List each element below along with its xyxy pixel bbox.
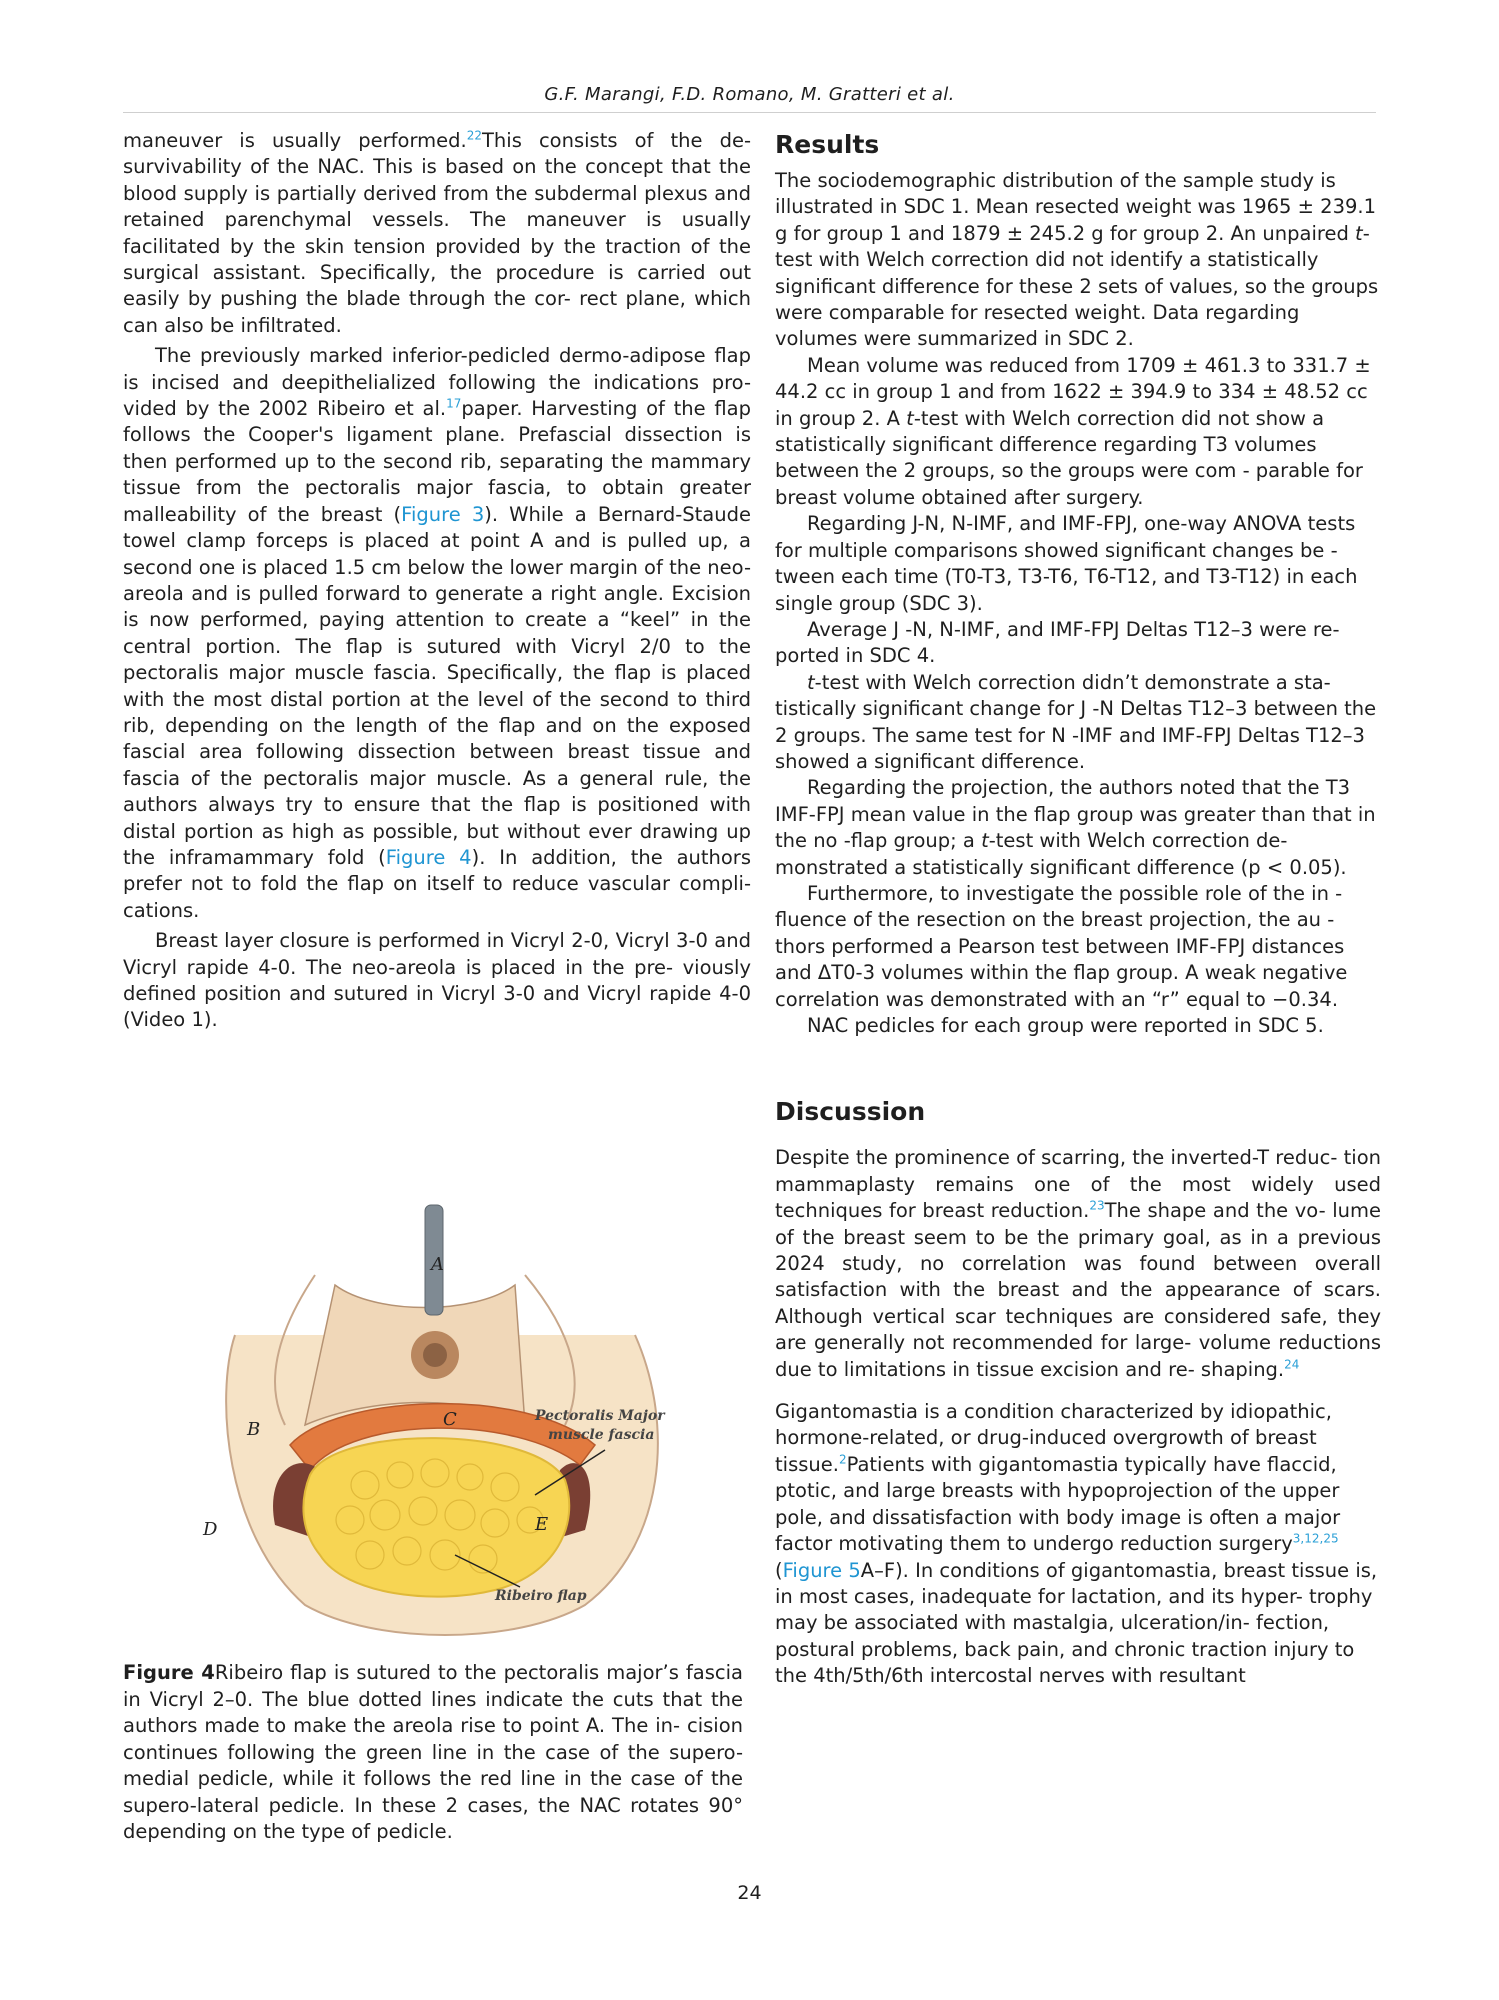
discussion-paragraph-1: Despite the prominence of scarring, the inverted-T reduc- tion mammaplasty remains one of the most widely used techniques for breast reduction.$^{23}$The shape and the vo- lume of the breast seem to be the primary goal, as in a previous 2024 study, no correlation was found between overall satisfaction with the breast and the appearance of scars. Although vertical scar techniques are considered safe, they are generally not recommended for large- volume reductions due to limitations in tissue excision and re- shaping.$^{24}$ bbox=[775, 1146, 1381, 1381]
right-column bbox=[775, 128, 1381, 1690]
figure-3-link[interactable]: Figure 3 bbox=[401, 502, 485, 526]
results-paragraph-8: NAC pedicles for each group were reported in SDC 5. bbox=[807, 1014, 1324, 1037]
citation-ref[interactable]: 23 bbox=[1089, 1198, 1105, 1213]
header-authors: G.F. Marangi, F.D. Romano, M. Gratteri et al. bbox=[544, 84, 955, 105]
figure-4-caption bbox=[123, 1660, 743, 1846]
results-paragraph-3: Regarding J-N, N-IMF, and IMF-FPJ, one-way ANOVA tests for multiple comparisons showed significant changes be - tween each time (T0-T3, T3-T6, T6-T12, and T3-T12) in each single group (SDC 3). bbox=[775, 512, 1358, 615]
discussion-heading: Discussion bbox=[775, 1097, 926, 1127]
results-paragraph-7: Furthermore, to investigate the possible role of the in - fluence of the resection on the breast projection, the au - thors performed a Pearson test between IMF-FPJ distances and ΔT0-3 volumes within the flap group. A weak negative correlation was demonstrated with an “r” equal to −0.34. bbox=[775, 881, 1348, 1011]
caption-text: Ribeiro flap is sutured to the pectoralis major’s fascia in Vicryl 2–0. The blue dotted lines indicate the cuts that the authors made to make the areola rise to point A. The in- cision continues following the green line in the case of the supero- medial pedicle, while it follows the red line in the case of the supero-lateral pedicle. In these 2 cases, the NAC rotates 90° depending on the type of pedicle. bbox=[123, 1661, 743, 1843]
ribeiro-flap-illustration bbox=[195, 1254, 695, 1635]
results-paragraph-6: Regarding the projection, the authors noted that the T3 IMF-FPJ mean value in the flap group was greater than that in the no -flap group; a t-test with Welch correction de- monstrated a statistically significant difference (p < 0.05). bbox=[775, 776, 1376, 879]
citation-ref[interactable]: 3,12,25 bbox=[1292, 1531, 1339, 1546]
results-paragraph-5: t-test with Welch correction didn’t demonstrate a sta- tistically significant change for J -N Deltas T12–3 between the 2 groups. The same test for N -IMF and IMF-FPJ Deltas T12–3 showed a significant difference. bbox=[775, 670, 1377, 773]
label-muscle-1: Pectoralis Major bbox=[535, 1408, 665, 1424]
left-paragraph-3: Breast layer closure is performed in Vicryl 2-0, Vicryl 3-0 and Vicryl rapide 4-0. The neo-areola is placed in the pre- viously defined position and sutured in Vicryl 3-0 and Vicryl rapide 4-0 (Video 1). bbox=[123, 929, 751, 1032]
left-column bbox=[123, 128, 751, 1034]
label-d: D bbox=[203, 1519, 218, 1540]
citation-ref[interactable]: 2 bbox=[838, 1452, 847, 1467]
page-number: 24 bbox=[737, 1882, 762, 1904]
results-paragraph-4: Average J -N, N-IMF, and IMF-FPJ Deltas T12–3 were re- ported in SDC 4. bbox=[775, 617, 1340, 668]
discussion-paragraph-2: Gigantomastia is a condition characterized by idiopathic, hormone-related, or drug-induced overgrowth of breast tissue.$^2$Patients with gigantomastia typically have flaccid, ptotic, and large breasts with hypoprojection of the upper pole, and dissatisfaction with body image is often a major factor motivating them to undergo reduction surgery$^{3,12,25}$ (Figure 5A–F). In conditions of gigantomastia, breast tissue is, in most cases, inadequate for lactation, and its hyper- trophy may be associated with mastalgia, ulceration/in- fection, postural problems, back pain, and chronic traction injury to the 4th/5th/6th intercostal nerves with resultant bbox=[775, 1400, 1378, 1688]
figure-4-link[interactable]: Figure 4 bbox=[385, 845, 472, 869]
left-paragraph-2: The previously marked inferior-pedicled dermo-adipose flap is incised and deepithelialized following the indications pro- vided by the 2002 Ribeiro et al.$^{17}$paper. Harvesting of the flap follows the Cooper's ligament plane. Prefascial dissection is then performed up to the second rib, separating the mammary tissue from the pectoralis major fascia, to obtain greater malleability of the breast (Figure 3). While a Bernard-Staude towel clamp forceps is placed at point A and is pulled up, a second one is placed 1.5 cm below the lower margin of the neo- areola and is pulled forward to generate a right angle. Excision is now performed, paying attention to create a “keel” in the central portion. The flap is sutured with Vicryl 2/0 to the pectoralis major muscle fascia. Specifically, the flap is placed with the most distal portion at the level of the second to third rib, depending on the length of the flap and on the exposed fascial area following dissection between breast tissue and fascia of the pectoralis major muscle. As a general rule, the authors always try to ensure that the flap is positioned with distal portion as high as possible, but without ever drawing up the inframammary fold (Figure 4). In addition, the authors prefer not to fold the flap on itself to reduce vascular compli- cations. bbox=[123, 344, 751, 922]
label-flap: Ribeiro flap bbox=[495, 1588, 587, 1604]
label-e: E bbox=[535, 1514, 549, 1535]
results-paragraph-1: The sociodemographic distribution of the sample study is illustrated in SDC 1. Mean resected weight was 1965 ± 239.1 g for group 1 and 1879 ± 245.2 g for group 2. An unpaired t-test with Welch correction did not identify a statistically significant difference for these 2 sets of values, so the groups were comparable for resected weight. Data regarding volumes were summarized in SDC 2. bbox=[775, 169, 1379, 351]
left-paragraph-1: maneuver is usually performed.$^{22}$This consists of the de- survivability of the NAC. This is based on the concept that the blood supply is partially derived from the subdermal plexus and retained parenchymal vessels. The maneuver is usually facilitated by the skin tension provided by the traction of the surgical assistant. Specifically, the procedure is carried out easily by pushing the blade through the cor- rect plane, which can also be infiltrated. bbox=[123, 128, 751, 337]
label-muscle-2: muscle fascia bbox=[548, 1427, 655, 1443]
results-paragraph-2: Mean volume was reduced from 1709 ± 461.3 to 331.7 ± 44.2 cc in group 1 and from 1622 ± 394.9 to 334 ± 48.52 cc in group 2. A t-test with Welch correction did not show a statistically significant difference regarding T3 volumes between the 2 groups, so the groups were com - parable for breast volume obtained after surgery. bbox=[775, 353, 1371, 509]
figure-5-link[interactable]: Figure 5 bbox=[782, 1558, 861, 1582]
results-heading: Results bbox=[775, 130, 880, 159]
label-c: C bbox=[443, 1409, 457, 1430]
caption-label: Figure 4 bbox=[123, 1661, 215, 1684]
citation-ref[interactable]: 17 bbox=[446, 396, 462, 411]
running-header bbox=[123, 84, 1376, 113]
label-b: B bbox=[247, 1419, 261, 1440]
label-a: A bbox=[431, 1254, 444, 1275]
citation-ref[interactable]: 22 bbox=[466, 128, 482, 143]
citation-ref[interactable]: 24 bbox=[1284, 1357, 1300, 1372]
